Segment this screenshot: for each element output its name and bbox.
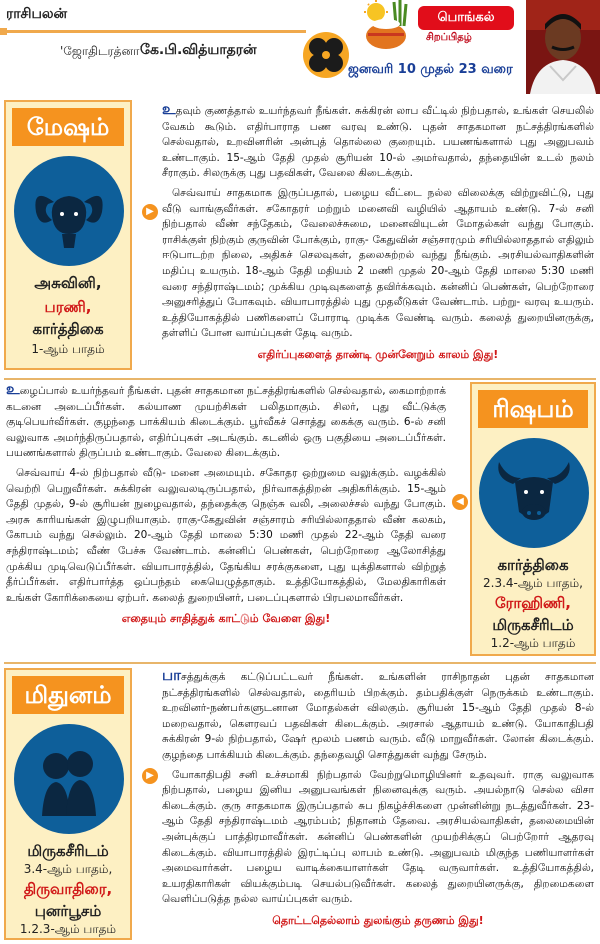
paragraph bbox=[6, 382, 446, 462]
sign-text-mesham bbox=[162, 102, 594, 363]
author-photo bbox=[526, 0, 600, 94]
star-mrigashira: மிருகசீரிடம் bbox=[27, 842, 109, 860]
paragraph: செவ்வாய் 4-ல் நிற்பதால் வீடு- மனை அமையும். சகோதர ஒற்றுமை வலுக்கும். வழக்கில் வெற்றி பெறுவீர்கள். சுக்கிரன் வலுவலடிருப்பதால், நிர்வாகத்திறன் அதிகரிக்கும். 15-ஆம் தேதி முதல், 9-ல் சூரியன் நுழைவதால், தந்தைக்கு நெஞ்சு வலி, அலைச்சல் வந்து போகும். அரசு காரியங்கள் இழுபறியாகும். ராகு-கேதுவின் சஞ்சாரம் சரியில்லாததால் வீண் கலகம், கோபம் வந்து செல்லும். 20-ஆம் தேதி மாலை 5:30 மணி முதல் 22-ஆம் தேதி வரை சந்திராஷ்டமம்; வீண் பேச்சு வேண்டாம். கன்னிப் பெண்கள், பெற்றோரை ஆலோசித்து முக்கிய முடிவெடுப்பீர்கள். வியாபாரத்தில், தேங்கிய சரக்குகளை, புது யுக்திகளால் விற்றுத் தீர்ப்பீர்கள். எதிர்பார்த்த ஒப்பந்தம் கையெழுத்தாகும். உத்தியோகத்தில், மேலதிகாரிகள் உங்கள் கோரிக்கையை ஏற்பர். கலைத் துறையினர், படைப்புகளால் பிரபலமாவீர்கள். bbox=[6, 466, 446, 604]
sign-panel-mesham bbox=[4, 100, 132, 370]
twins-icon bbox=[14, 724, 124, 834]
paragraph-text: ழைப்பால் உயர்ந்தவர் நீங்கள். புதன் சாதகமான நட்சத்திரங்களில் செல்வதால், கைமாற்றாக் கடனை அடைப்பீர்கள். கல்யாண முயற்சிகள் பலிதமாகும். சிலர், புது வீட்டுக்கு குடிபெயர்வீர்கள். குழந்தை பாக்கியம் கிடைக்கும். பூர்வீகச் சொத்து கைக்கு வரும். 6-ல் சனி வலுவாக அமர்ந்திருப்பதால், எதிர்ப்புகள் அடங்கும். கடனில் ஒரு பகுதியை அடைப்பீர்கள். பயணங்களால் திருப்பம் உண்டாகும். வேலை கிடைக்கும். bbox=[6, 385, 446, 460]
sign-text-rishabam bbox=[6, 382, 446, 627]
bull-icon bbox=[479, 438, 589, 548]
pada-text: 1-ஆம் பாதம் bbox=[31, 342, 105, 356]
sign-title: மிதுனம் bbox=[12, 676, 124, 714]
star-krittika: கார்த்திகை bbox=[32, 320, 104, 338]
star-ashwini: அசுவினி, bbox=[34, 274, 102, 292]
paragraph bbox=[162, 668, 594, 764]
pada-text: 3.4-ஆம் பாதம், bbox=[23, 862, 113, 876]
paragraph: செவ்வாய் சாதகமாக இருப்பதால், பழைய வீட்டை நல்ல விலைக்கு விற்றுவிட்டு, புது வீடு வாங்குவீர்கள். சகோதரர் மற்றும் மனைவி வழியில் ஆதாயம் உண்டு. 7-ல் சனி நிற்பதால் வீண் சந்தேகம், வேலைச்சுமை, மனைவியுடன் மோதல்கள் வந்து போகும். ராசிக்குள் நிற்கும் குருவின் போக்கும், ராகு- கேதுவின் சஞ்சாரமும் சரியில்லாததால் எதிலும் ஈடுபாடற்ற நிலை, அதிகச் செலவுகள், தலைசுற்றல் வந்து நீங்கும். அரசியல்வாதிகளின் மதிப்பு உயரும். 18-ஆம் தேதி மதியம் 2 மணி முதல் 20-ஆம் தேதி மாலை 5:30 மணி வரை சந்திராஷ்டமம்; முக்கிய முடிவுகளைத் தவிர்க்கவும். கன்னிப் பெண்கள், பெற்றோரை அனுசரித்துப் போகவும். வியாபாரத்தில் புது முதலீடுகள் வேண்டாம். பற்று- வரவு உயரும். உத்தியோகத்தில் பணிகளைப் போராடி முடிக்க வேண்டி வரும். கலைத் துறையினருக்கு, தள்ளிப் போன வாய்ப்புகள் தேடி வரும். bbox=[162, 186, 594, 340]
sign-emblem bbox=[479, 438, 589, 548]
pada-text: 2.3.4-ஆம் பாதம், bbox=[483, 576, 583, 590]
chevron-right-icon: ▶ bbox=[142, 768, 158, 784]
ram-icon bbox=[14, 156, 124, 266]
clover-logo-icon bbox=[302, 30, 350, 80]
star-mrigashira: மிருகசீரிடம் bbox=[492, 616, 574, 634]
sign-title: ரிஷபம் bbox=[478, 390, 588, 428]
star-thiruvathirai: திருவாதிரை, bbox=[23, 880, 113, 898]
pada-text: 1.2.3-ஆம் பாதம் bbox=[19, 922, 117, 936]
sign-tagline: எதையும் சாதித்துக் காட்டும் வேளை இது! bbox=[121, 612, 331, 626]
star-punarpusam: புனர்பூசம் bbox=[34, 902, 102, 920]
sign-title: மேஷம் bbox=[12, 108, 124, 146]
dropcap: உ bbox=[6, 380, 20, 398]
paragraph bbox=[162, 102, 594, 182]
brand-subtitle: சிறப்பிதழ் bbox=[426, 32, 472, 43]
chevron-left-icon: ◀ bbox=[452, 494, 468, 510]
pongal-pot-icon bbox=[356, 0, 416, 50]
paragraph-text: சத்துக்குக் கட்டுப்பட்டவர் நீங்கள். உங்களின் ராசிநாதன் புதன் சாதகமான நட்சத்திரங்களில் செல்வதால், தைரியம் பிறக்கும். தம்பதிக்குள் நெருக்கம் உண்டாகும். உறவினர்-நண்பர்களுடனான மோதல்கள் விலகும். சூரியன் 15-ஆம் தேதி முதல் 8-ல் மறைவதால், கௌரவப் பதவிகள் கிடைக்கும். அரசால் ஆதாயம் உண்டு. யோகாதிபதி சுக்கிரன் 9-ல் நிற்பதால், ஷேர் மூலம் பணம் வரும். வீடு மாறுவீர்கள். லோன் கிடைக்கும். குழந்தை பாக்கியம் கிடைக்கும். தந்தைவழி சொத்துகள் வந்து சேரும். bbox=[162, 671, 594, 761]
sign-emblem bbox=[14, 156, 124, 266]
page-header bbox=[0, 0, 600, 96]
star-krittika: கார்த்திகை bbox=[497, 556, 569, 574]
chevron-right-icon: ▶ bbox=[142, 204, 158, 220]
star-rohini: ரோஹிணி, bbox=[494, 594, 571, 612]
brand-title: பொங்கல் bbox=[418, 6, 514, 30]
sign-tagline: தொட்டதெல்லாம் துலங்கும் தருணம் இது! bbox=[272, 913, 484, 927]
pada-text: 1.2-ஆம் பாதம் bbox=[490, 636, 576, 650]
sign-tagline: எதிர்ப்புகளைத் தாண்டி முன்னேறும் காலம் இது! bbox=[257, 347, 499, 361]
paragraph-text: தவும் குணத்தால் உயர்ந்தவர் நீங்கள். சுக்கிரன் லாப வீட்டில் நிற்பதால், உங்கள் செயலில் வேகம் கூடும். எதிர்பாராத பண வரவு உண்டு. புதன் சாதகமான நட்சத்திரங்களில் செல்வதால், உறவினரின் அன்புத் தொல்லை குறையும். பயணங்களால் புது அனுபவம் உண்டாகும். 15-ஆம் தேதி முதல் சூரியன் 10-ல் அமர்வதால், தந்தையின் உடல் நலம் சீராகும். சிலருக்கு புது பதவிகள், வேலை கிடைக்கும். bbox=[162, 105, 594, 180]
section-divider bbox=[4, 662, 596, 664]
dropcap: பா bbox=[162, 666, 181, 684]
section-label: ராசிபலன் bbox=[6, 6, 68, 22]
byline-name: கே.பி.வித்யாதரன் bbox=[140, 42, 257, 58]
sign-emblem bbox=[14, 724, 124, 834]
section-underline bbox=[6, 30, 306, 33]
date-range: ஜனவரி 10 முதல் 23 வரை bbox=[348, 62, 513, 77]
byline-prefix: 'ஜோதிடரத்னா' bbox=[60, 44, 143, 58]
paragraph: யோகாதிபதி சனி உச்சமாகி நிற்பதால் வேற்றுமொழியினர் உதவுவர். ராகு வலுவாக நிற்பதால், பழைய இனிய அனுபவங்கள் நினைவுக்கு வரும். அயல்நாடு செல்ல விசா கிடைக்கும். குரு சாதகமாக இருப்பதால் சுப நிகழ்ச்சிகளை முன்னின்று நடத்துவீர்கள். 23-ஆம் தேதி சந்திராஷ்டமம் ஆரம்பம்; நிதானம் தேவை. அரசியல்வாதிகள், தலைமையின் அன்புக்குப் பாத்திரமாவீர்கள். கன்னிப் பெண்களின் முயற்சிக்குப் பெற்றோர் ஆதரவு கிடைக்கும். வியாபாரத்தில் இரட்டிப்பு லாபம் உண்டு. அனுபவம் மிகுந்த பணியாளர்கள் அமைவார்கள். பழைய வாடிக்கையாளர்கள் தேடி வருவார்கள். உத்தியோகத்தில், உயரதிகாரிகள் வியக்கும்படி செயல்படுவீர்கள். கலைத் துறையினருக்கு, திறமைகளை வெளிப்படுத்த நல்ல வாய்ப்புகள் வரும். bbox=[162, 768, 594, 906]
dropcap: உ bbox=[162, 100, 176, 118]
star-bharani: பரணி, bbox=[44, 298, 92, 316]
section-divider bbox=[4, 378, 596, 380]
sign-panel-mithunam bbox=[4, 668, 132, 940]
sign-text-mithunam bbox=[162, 668, 594, 929]
sign-panel-rishabam bbox=[470, 382, 596, 656]
